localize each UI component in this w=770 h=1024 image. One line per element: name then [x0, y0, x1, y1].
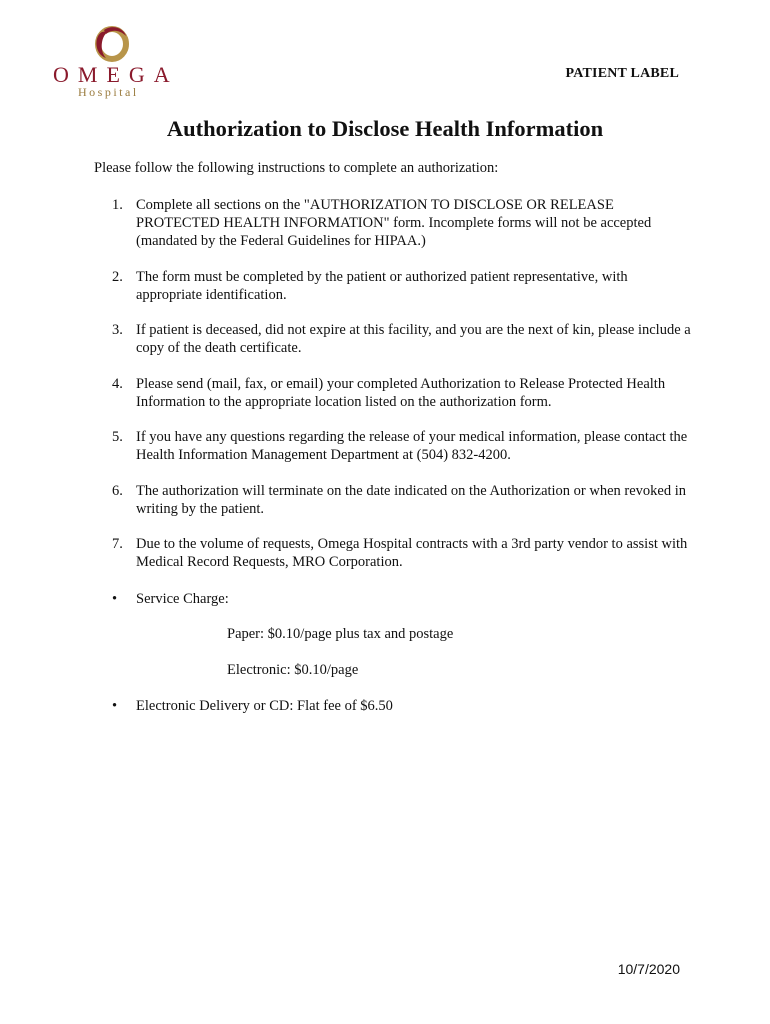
instruction-item: [94, 321, 694, 357]
footer-date: 10/7/2020: [617, 961, 680, 977]
step-text: If you have any questions regarding the release of your medical information, please contact the Health Information Management Department at (504) 832-4200.: [136, 429, 688, 463]
bullet-icon: •: [112, 698, 118, 714]
instruction-item: [94, 482, 694, 518]
instruction-list: [94, 196, 694, 589]
step-text: Please send (mail, fax, or email) your completed Authorization to Release Protected Health Information to the appropriate location listed on the authorization form.: [136, 375, 666, 410]
step-text: The authorization will terminate on the date indicated on the Authorization or when revoked in writing by the patient.: [136, 482, 687, 517]
step-text: Complete all sections on the "AUTHORIZATION TO DISCLOSE OR RELEASE PROTECTED HEALTH INFORMATION" form. Incomplete forms will not be accepted (mandated by the Federal Guidelines for HIPAA.): [136, 197, 652, 249]
step-number: 6.: [112, 482, 123, 499]
step-number: 1.: [112, 197, 123, 213]
intro-text: Please follow the following instructions to complete an authorization:: [94, 160, 499, 176]
step-number: 2.: [112, 268, 123, 285]
electronic-delivery-fee: Electronic Delivery or CD: Flat fee of $6.50: [136, 698, 393, 714]
step-number: 7.: [112, 536, 123, 552]
document-title: Authorization to Disclose Health Information: [166, 116, 604, 141]
patient-label: PATIENT LABEL: [565, 66, 679, 81]
omega-emblem-icon: [50, 22, 180, 66]
electronic-charge: Electronic: $0.10/page: [227, 662, 359, 678]
step-number: 3.: [112, 322, 123, 338]
instruction-item: [94, 428, 694, 464]
step-text: If patient is deceased, did not expire at this facility, and you are the next of kin, please include a copy of the death certificate.: [136, 322, 691, 356]
instruction-item: [94, 535, 694, 571]
bullet-icon: •: [112, 591, 118, 607]
step-text: Due to the volume of requests, Omega Hospital contracts with a 3rd party vendor to assist with Medical Record Requests, MRO Corporation.: [136, 536, 688, 570]
service-charge-label: Service Charge:: [136, 591, 229, 607]
step-number: 4.: [112, 375, 123, 392]
instruction-item: [94, 196, 694, 250]
logo-subtitle: Hospital: [78, 85, 139, 99]
step-number: 5.: [112, 429, 123, 445]
omega-hospital-logo: [50, 22, 180, 104]
instruction-item: [94, 268, 694, 304]
step-text: The form must be completed by the patient or authorized patient representative, with appropriate identification.: [136, 268, 628, 303]
paper-charge: Paper: $0.10/page plus tax and postage: [227, 626, 454, 642]
logo-wordmark: OMEGA: [53, 62, 179, 87]
instruction-item: [94, 375, 694, 411]
